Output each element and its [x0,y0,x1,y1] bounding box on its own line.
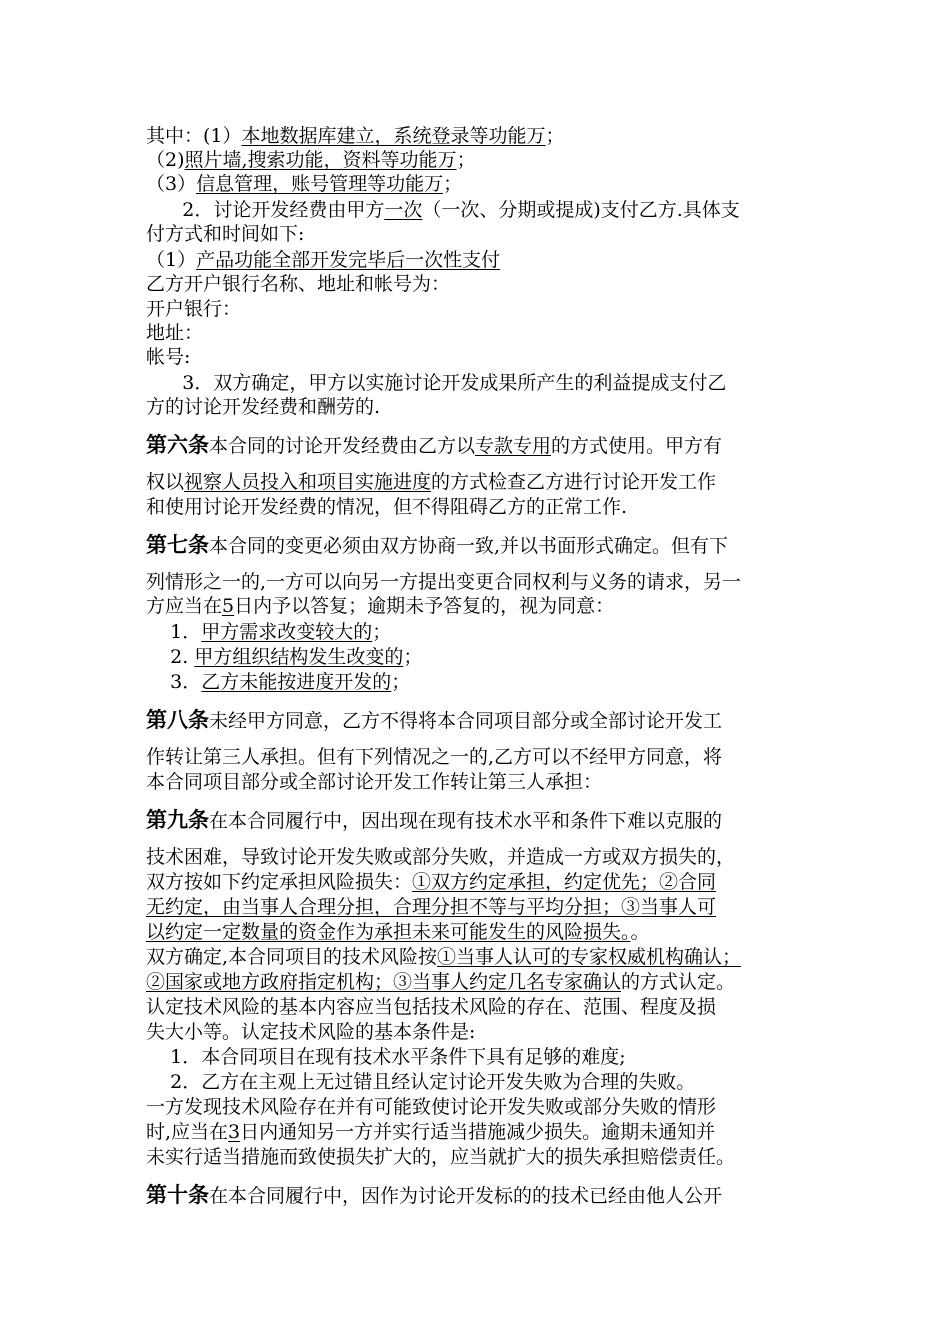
text-line [146,1120,715,1144]
filled-blank: 产品功能全部开发完毕后一次性支付 [196,249,501,271]
filled-blank: 甲方需求改变较大的 [201,621,373,643]
text-segment: 未经甲方同意，乙方不得将本合同项目部分或全部讨论开发工 [209,710,723,732]
text-segment: ； [372,621,392,643]
filled-blank: ①当事人认可的专家权威机构确认； [437,946,742,968]
text-segment: 本合同的讨论开发经费由乙方以 [209,435,476,457]
text-line [146,345,190,369]
text-segment: 时,应当在 [146,1121,229,1143]
filled-blank: 一次 [384,199,423,221]
article-heading: 第八条 [146,708,209,732]
text-segment: 3．双方确定，甲方以实施讨论开发成果所产生的利益提成支付乙 [146,372,727,394]
text-line [146,845,735,869]
filled-blank: ①双方约定承担，约定优先；②合同 [412,871,717,893]
article-heading: 第十条 [146,1183,209,1207]
text-segment: （2) [146,149,185,171]
filled-blank: 甲方组织结构发生改变的 [194,646,404,668]
article-heading: 第六条 [146,433,209,457]
text-line [146,148,476,172]
text-line [146,198,740,222]
text-line [146,321,203,345]
text-line [146,745,722,769]
text-segment: （3） [146,173,197,195]
text-segment: 1． [146,621,202,643]
filled-blank: 乙方未能按进度开发的 [201,671,392,693]
text-line [146,272,450,296]
text-segment: ； [403,646,423,668]
text-segment: 和使用讨论开发经费的情况，但不得阻碍乙方的正常工作. [146,496,628,518]
text-segment: 在本合同履行中，因作为讨论开发标的的技术已经由他人公开 [209,1185,723,1207]
filled-blank: 信息管理，账号管理等功能万 [196,173,444,195]
text-segment: （一次、分期或提成)支付乙方.具体支 [422,199,740,221]
article-heading: 第九条 [146,808,209,832]
text-line [146,1095,716,1119]
filled-blank: 3 [228,1121,241,1143]
text-segment: 3． [146,671,202,693]
text-segment: 权以 [146,471,185,493]
text-line [146,995,716,1019]
text-line [146,570,741,594]
text-segment: 方的讨论开发经费和酬劳的. [146,396,381,418]
text-segment: （1） [146,249,197,271]
filled-blank: 以约定一定数量的资金作为承担未来可能发生的风险损失。 [146,921,631,943]
text-line [146,248,500,272]
text-line [146,1183,722,1208]
text-segment: 本合同项目部分或全部讨论开发工作转让第三人承担： [146,771,603,793]
text-segment: 地址： [146,322,204,344]
filled-blank: ②国家或地方政府指定机构；③当事人约定几名专家确认 [146,971,622,993]
text-segment: 日内予以答复；逾期未予答复的，视为同意： [234,595,615,617]
text-line [146,470,716,494]
text-line [146,371,726,395]
text-segment: 失大小等。认定技术风险的基本条件是: [146,1021,476,1043]
text-segment: 双方按如下约定承担风险损失： [146,871,413,893]
text-segment: ； [545,125,565,147]
text-segment: 1．本合同项目在现有技术水平条件下具有足够的难度; [146,1046,626,1068]
text-segment: 列情形之一的,一方可以向另一方提出变更合同权利与义务的请求，另一 [146,571,742,593]
text-line [146,395,380,419]
text-line [146,297,241,321]
filled-blank: 本地数据库建立，系统登录等功能万 [241,125,546,147]
filled-blank: 专款专用 [475,435,552,457]
text-line [146,870,716,894]
text-line [146,1020,475,1044]
text-segment: 2. [146,646,195,668]
text-segment: 方应当在 [146,595,223,617]
text-segment: 的方式检查乙方进行讨论开发工作 [431,471,717,493]
text-segment: 双方确定,本合同项目的技术风险按 [146,946,438,968]
text-segment: 技术困难，导致讨论开发失败或部分失败，并造成一方或双方损失的， [146,846,736,868]
text-segment: ； [456,149,476,171]
text-line [146,1145,735,1169]
text-segment: 未实行适当措施而致使损失扩大的，应当就扩大的损失承担赔偿责任。 [146,1146,736,1168]
text-segment: 2．乙方在主观上无过错且经认定讨论开发失败为合理的失败。 [146,1071,696,1093]
text-line [146,124,565,148]
text-segment: 本合同的变更必须由双方协商一致,并以书面形式确定。但有下 [209,535,729,557]
text-segment: 的方式使用。甲方有 [551,435,723,457]
filled-blank: 无约定，由当事人合理分担，合理分担不等与平均分担；③当事人可 [146,896,717,918]
text-line [146,670,410,694]
text-segment: 的方式认定。 [621,971,736,993]
filled-blank: 视察人员投入和项目实施进度 [184,471,432,493]
text-line [146,222,304,246]
text-line [146,594,614,618]
text-segment: 在本合同履行中，因出现在现有技术水平和条件下难以克服的 [209,810,723,832]
text-segment: 开户银行： [146,298,242,320]
text-line [146,620,391,644]
text-line [146,920,650,944]
text-segment: ； [391,671,411,693]
filled-blank: 5 [222,595,235,617]
text-line [146,708,722,733]
article-heading: 第七条 [146,533,209,557]
text-segment: 日内通知另一方并实行适当措施减少损失。逾期未通知并 [240,1121,716,1143]
text-segment: 乙方开户银行名称、地址和帐号为： [146,273,451,295]
text-line [146,533,728,558]
text-line [146,495,627,519]
text-segment: 认定技术风险的基本内容应当包括技术风险的存在、范围、程度及损 [146,996,717,1018]
text-segment: 。 [630,921,650,943]
text-segment: 一方发现技术风险存在并有可能致使讨论开发失败或部分失败的情形 [146,1096,717,1118]
text-segment: 2．讨论开发经费由甲方 [146,199,385,221]
text-line [146,645,422,669]
text-line [146,945,741,969]
text-line [146,808,722,833]
text-segment: 帐号: [146,346,191,368]
text-line [146,172,462,196]
text-line [146,970,735,994]
filled-blank: 照片墙,搜索功能，资料等功能万 [184,149,457,171]
text-segment: 作转让第三人承担。但有下列情况之一的,乙方可以不经甲方同意，将 [146,746,723,768]
text-line [146,895,716,919]
text-line [146,770,602,794]
text-line [146,1045,626,1069]
text-line [146,433,722,458]
text-segment: ； [443,173,463,195]
text-line [146,1070,695,1094]
text-segment: 付方式和时间如下: [146,223,305,245]
text-segment: 其中：(1） [146,125,242,147]
